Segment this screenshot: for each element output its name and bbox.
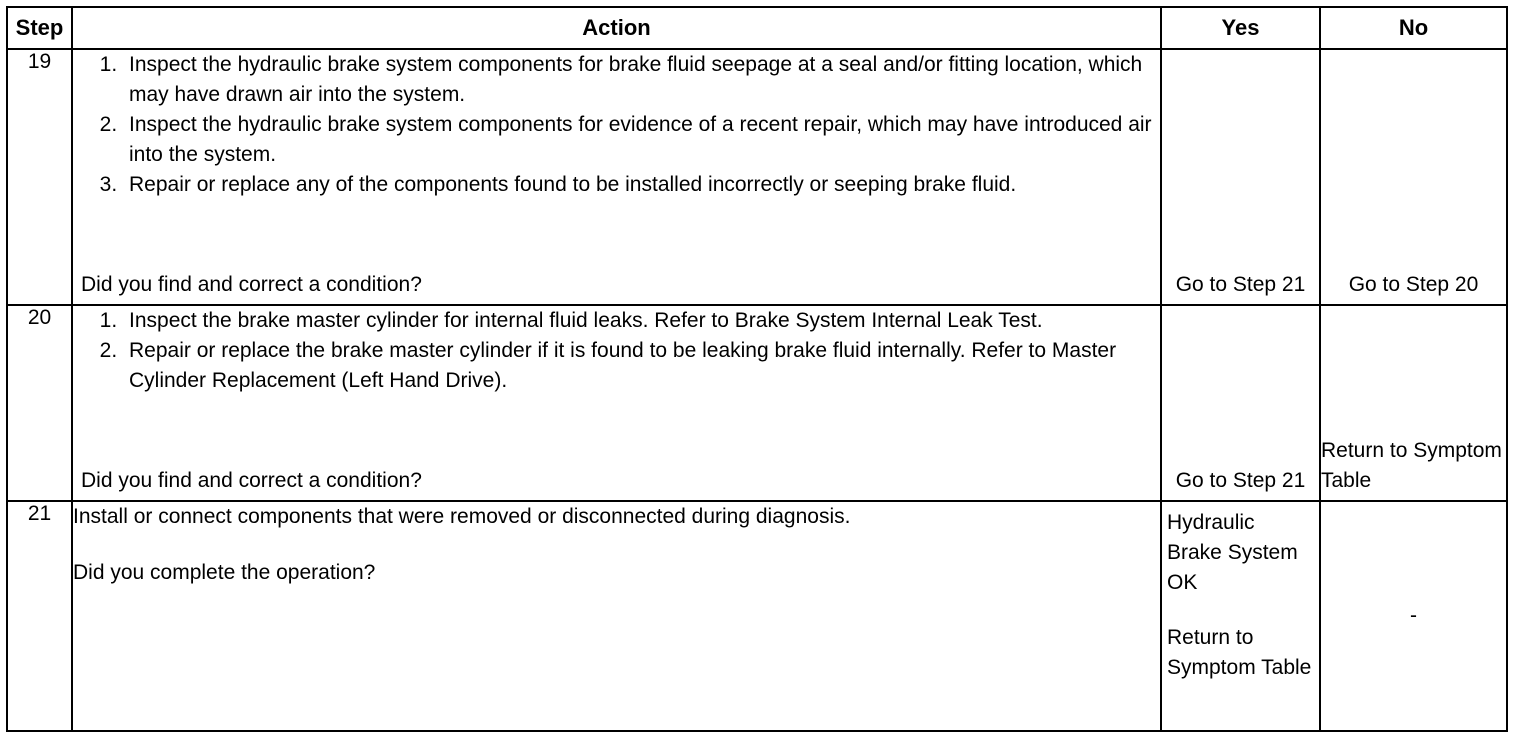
yes-cell [1161,49,1320,305]
step-number: 21 [7,501,72,731]
no-result: Return to Symptom Table [1321,439,1502,492]
yes-cell [1161,501,1320,731]
header-no: No [1320,7,1507,49]
step-number: 20 [7,305,72,501]
action-item: 3. Repair or replace any of the components found to be installed incorrectly or seeping brake fluid. [123,170,1160,200]
action-item: 2. Inspect the hydraulic brake system components for evidence of a recent repair, which may have introduced air into the system. [123,110,1160,170]
yes-result: Go to Step 21 [1175,469,1306,492]
action-instruction: Install or connect components that were removed or disconnected during diagnosis. [73,505,851,528]
header-yes: Yes [1161,7,1320,49]
step-number: 19 [7,49,72,305]
action-item: 2. Repair or replace the brake master cylinder if it is found to be leaking brake fluid internally. Refer to Master Cylinder Replacement (Left Hand Drive). [123,336,1160,396]
header-action: Action [72,7,1161,49]
table-row [7,49,1507,305]
action-question: Did you find and correct a condition? [81,469,422,492]
diagnostic-table [6,6,1508,732]
action-cell [72,49,1161,305]
action-question: Did you complete the operation? [73,561,376,584]
action-question: Did you find and correct a condition? [81,273,422,296]
no-cell [1320,305,1507,501]
table-header-row [7,7,1507,49]
no-cell [1320,501,1507,731]
yes-result: Go to Step 21 [1175,273,1306,296]
no-result: Go to Step 20 [1348,273,1479,296]
action-cell [72,501,1161,731]
action-cell [72,305,1161,501]
table-row [7,501,1507,731]
yes-cell [1161,305,1320,501]
action-list [73,50,1160,200]
no-cell [1320,49,1507,305]
action-item: 1. Inspect the hydraulic brake system components for brake fluid seepage at a seal and/or fitting location, which may have drawn air into the system. [123,50,1160,110]
yes-result: Hydraulic Brake System OK [1167,511,1298,594]
table-row [7,305,1507,501]
header-step: Step [7,7,72,49]
action-list [73,306,1160,396]
no-result: - [1410,604,1417,627]
action-item: 1. Inspect the brake master cylinder for internal fluid leaks. Refer to Brake System Internal Leak Test. [123,306,1160,336]
yes-result: Return to Symptom Table [1167,626,1312,679]
